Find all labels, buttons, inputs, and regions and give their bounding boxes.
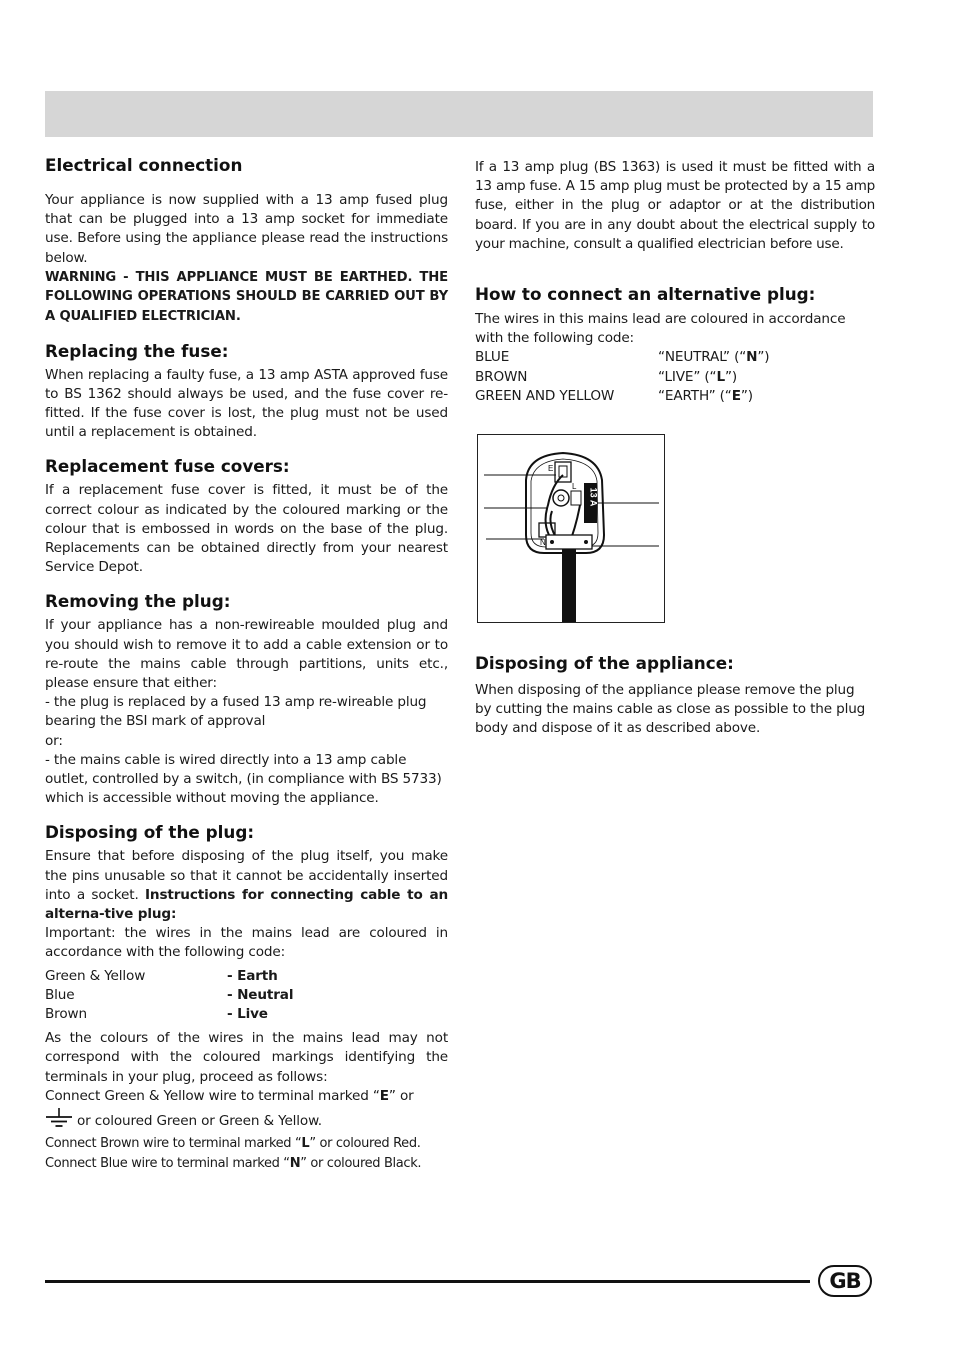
wire-colour: Green & Yellow: [45, 967, 146, 984]
removing-plug-option-2: - the mains cable is wired directly into a 13 amp cable outlet, controlled by a switch, (in compliance with BS 5733) which is accessible without moving the appliance.: [45, 751, 442, 807]
wire-meaning: - Neutral: [227, 986, 294, 1003]
electrical-connection-heading: Electrical connection: [45, 155, 243, 175]
blue-instruction-end: ” or coloured Black.: [300, 1155, 422, 1171]
removing-plug-heading: Removing the plug:: [45, 591, 231, 612]
green-yellow-instruction: [45, 1087, 448, 1106]
header-banner: [45, 91, 873, 137]
fuse-requirements-text: If a 13 amp plug (BS 1363) is used it must be fitted with a 13 amp fuse. A 15 amp plug must be protected by a 15 amp fuse, either in the plug or adaptor or at the distribution board. If you are in any doubt about the electrical supply to your machine, consult a qualified electrician before use.: [475, 159, 875, 252]
wire-meaning: - Live: [227, 1006, 268, 1023]
code-meaning-start: “LIVE” (“: [658, 368, 717, 385]
right-column: [475, 158, 875, 737]
code-meaning: [658, 348, 875, 367]
wire-colours-notice: As the colours of the wires in the mains lead may not correspond with the coloured markings identifying the terminals in your plug, proceed as follows:: [45, 1030, 448, 1085]
disposing-appliance-text: When disposing of the appliance please remove the plug by cutting the mains cable as close as possible to the plug body and dispose of it as described above.: [475, 682, 866, 737]
code-colour: BLUE: [475, 349, 510, 366]
wire-colour-code-table: [45, 967, 448, 1025]
code-letter: L: [716, 368, 725, 385]
green-yellow-instruction-line-2-text: or coloured Green or Green & Yellow.: [77, 1113, 322, 1130]
code-meaning-start: “EARTH” (“: [658, 387, 732, 404]
removing-plug-text: If your appliance has a non-rewireable moulded plug and you should wish to remove it to add a cable extension or to re-route the mains cable through partitions, units etc., please ensure that either:: [45, 617, 448, 692]
code-meaning-end: ”): [740, 387, 753, 404]
replacing-fuse-heading: Replacing the fuse:: [45, 340, 229, 361]
disposing-appliance-heading: Disposing of the appliance:: [475, 653, 734, 673]
brown-instruction: [45, 1134, 448, 1154]
fuse-label: 13 A: [588, 487, 599, 507]
code-letter: E: [731, 387, 741, 404]
fuse-covers-text: If a replacement fuse cover is fitted, it must be of the correct colour as indicated by the coloured marking or the colour that is embossed in words on the base of the plug. Replacements can be obtained directly from your nearest Service Depot.: [45, 482, 448, 576]
alternative-plug-heading: How to connect an alternative plug:: [475, 284, 816, 305]
disposing-plug-heading: Disposing of the plug:: [45, 822, 255, 843]
important-wires-text: Important: the wires in the mains lead are coloured in accordance with the following code:: [45, 925, 448, 961]
replacing-fuse-text: When replacing a faulty fuse, a 13 amp ASTA approved fuse to BS 1362 should always be used, and the fuse cover re-fitted. If the fuse cover is lost, the plug must not be used until a replacement is obtained.: [45, 366, 448, 441]
wire-colour: Blue: [45, 986, 75, 1003]
blue-instruction-start: Connect Blue wire to terminal marked “: [45, 1155, 290, 1171]
plug-wiring-diagram: [477, 434, 665, 623]
code-meaning-end: ”): [724, 368, 738, 385]
electrical-connection-text: Your appliance is now supplied with a 13 amp fused plug that can be plugged into a 13 amp socket for immediate use. Before using the appliance please read the instructions below.: [45, 192, 448, 266]
disposing-plug-text-start: Ensure that before disposing of the plug itself, you make the pins unusable so that it cannot be accidentally inserted into a socket.: [45, 848, 448, 903]
plug-wiring-illustration: [478, 435, 664, 622]
disposing-plug-text: [45, 847, 448, 924]
footer-rule: [45, 1280, 810, 1283]
code-meaning-end: ”): [757, 349, 770, 366]
terminal-letter-n: N: [289, 1155, 301, 1171]
code-meaning: [658, 387, 875, 406]
terminal-n-label: N: [540, 538, 546, 547]
alternative-plug-text: The wires in this mains lead are coloured in accordance with the following code:: [475, 311, 846, 347]
green-yellow-instruction-start: Connect Green & Yellow wire to terminal marked “: [45, 1087, 380, 1104]
green-yellow-instruction-line-2: [45, 1108, 448, 1134]
left-column: [45, 154, 448, 1173]
terminal-letter-l: L: [301, 1136, 310, 1152]
code-meaning: [658, 368, 875, 387]
code-colour: GREEN AND YELLOW: [475, 387, 615, 404]
alternative-plug-instructions: Instructions for connecting cable to an alterna-tive plug:: [45, 886, 449, 923]
code-letter: N: [746, 349, 758, 366]
earthing-warning: WARNING - THIS APPLIANCE MUST BE EARTHED. THE FOLLOWING OPERATIONS SHOULD BE CARRIED OUT BY A QUALIFIED ELECTRICIAN.: [45, 269, 448, 324]
removing-plug-option-1: - the plug is replaced by a fused 13 amp re-wireable plug bearing the BSI mark of approval: [45, 694, 427, 730]
green-yellow-instruction-end: ” or: [388, 1087, 414, 1104]
code-meaning-start: “NEUTRAL” (“: [658, 349, 747, 366]
brown-instruction-end: ” or coloured Red.: [309, 1136, 421, 1152]
wire-colour: Brown: [45, 1006, 87, 1023]
terminal-l-label: L: [572, 482, 577, 491]
earth-symbol-icon: [45, 1108, 73, 1134]
alternative-plug-code-table: [475, 348, 875, 406]
fuse-covers-heading: Replacement fuse covers:: [45, 456, 290, 477]
country-badge: GB: [818, 1265, 872, 1297]
brown-instruction-start: Connect Brown wire to terminal marked “: [45, 1136, 302, 1152]
terminal-e-label: E: [548, 464, 554, 473]
wire-meaning: - Earth: [227, 967, 278, 984]
blue-instruction: [45, 1154, 448, 1174]
removing-plug-or: or:: [45, 732, 63, 749]
terminal-letter-e: E: [379, 1087, 389, 1104]
code-colour: BROWN: [475, 368, 528, 385]
